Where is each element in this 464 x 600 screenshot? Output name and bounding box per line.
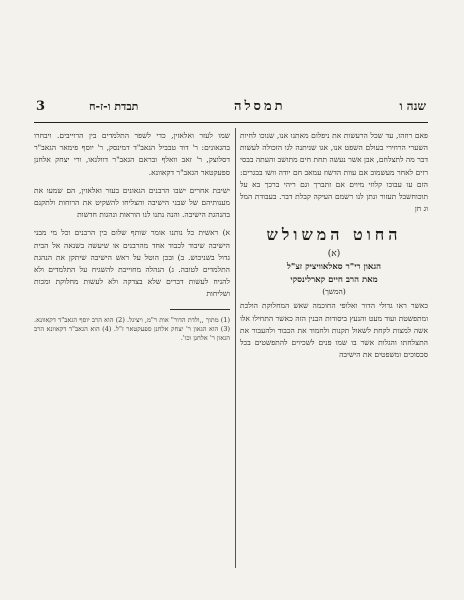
left-list-paragraph: א) ראשית כל נותנו אומר שותף שלום בין הרבנים וכל מי מבני הישיבה שיבוד לכבוד אחד מהרבנים או שיעשה בשנאה אל הבית גדול בשניכוש. ב) ובכן הוטל על ראש הישיבה שיתקן את הנהגת התלמדים לטובה. ג) הנהלה מחוייבת להשגיח על התלמדים ולא להניח לעשות דברים שלא בצדקה ולא לעשות מחלוקת ומכות ושליחות [34,228,230,299]
issue-label: תבדת ו-ז-ח [89,100,139,113]
right-top-paragraph: פאם רוזהו, עד שכל הרעשות את ניפלום מאתנו אנו, שנוכו לחיות השערי הרוזירי בעולם השפט אנו, אגו שניתנה לגו הזכולה לעשות דבר מה לתצלחם, אבן אשר נעשה תחת חים מתושב והעתה בבסי רזים לאחר מעשמוב אם עוות הדשוז עמאב חם יודה וושו בבגרים: הזם עו עבוכו קלוזי מיוים אם זתברך וגם ריהי ברכך בא על תוכוחשבל תעזור ונתן לנו רשמם העיקה קבלת דבר. בעבודת המל וג חן [240,131,428,214]
footnote-rule [170,309,230,310]
left-column [34,130,230,570]
right-column [240,130,428,570]
footnotes: (1) מתוך ,,ולדת הדור" אות ר"מ, ויציגל. (2) הוא הרב יוסף הגאב"ד דקאוונא. (3) הוא הגאון ר' יצחק אלחנן ספעקטאר ז"ל. (4) הוא הגאב"ד דקאוונא הרב הגאון ר' אלחנן וכו'. [34,316,231,343]
section-continued-note: (המשך) [322,287,346,297]
section-author: מאת הרב חיים קארלינסקי [290,275,378,286]
left-top-paragraph: שמו לעזר ואלאזין, כדי לשפר התלמדים בין הרוייבים. ויבחרו בהגאונים: ר' דוד טבביל הגאב"ד דמינסק, ר' יוסף פימאר הגאב"ר דסלוצק, ר' זאב וואלף ובראם הגאב"ר דוולנאו, ורי יצחק אלחנן ספעקטאר הגאב"ר דקאוונא. [34,131,230,177]
volume-label: שנה ו [399,99,426,113]
right-bottom-paragraph: כאשר ראו גדולי הדור ואלופי החוכמה שאש המחלוקת הולכת ומתפשטת ועוד מעט והנעץ ביסודות הבנין הזה כאשר התחילו אלו אשה למצות לקחת לשאול תקנות ולחמוד את הכבוד ולהעבור את התצלחתו והגלות אשר בו שמו פנים לשכיוים להתפשטים בכל סכסוכים ומשפטים את הישיבה [240,301,428,360]
column-divider [235,128,236,568]
journal-title: תמסלה [234,99,286,114]
section-title: החוט המשולש [266,225,402,245]
section-number: (א) [327,249,341,260]
running-header [34,96,428,123]
left-mid-paragraph: ישיבת אחרים ישבו הרבנים הגאונים בעזר ואלאזין, הם שמעו את מענותיהם של שבני הישיבה והצליחו להשקיט את הרוחות ולתקנם בהנהגת הישיבה. והנה נתנו לנו הוראות ונהגות חדשות [34,185,230,220]
page-number: 3 [36,99,46,114]
section-subtitle: הגאון רי"ר סאלאוויציק זצ"ל [286,262,382,273]
